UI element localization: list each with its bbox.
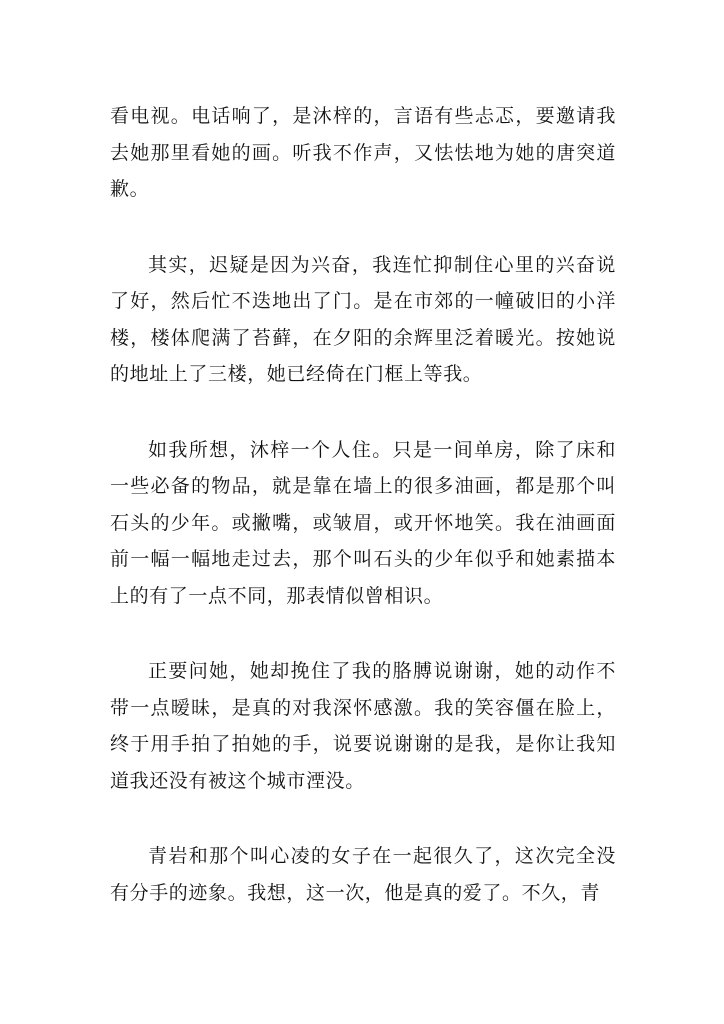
paragraph-2: 其实，迟疑是因为兴奋，我连忙抑制住心里的兴奋说了好，然后忙不迭地出了门。是在市郊的一幢破旧的小洋楼，楼体爬满了苔藓，在夕阳的余辉里泛着暖光。按她说的地址上了三楼，她已经倚在门框上等我。 [110, 253, 616, 385]
paragraph-4: 正要问她，她却挽住了我的胳膊说谢谢，她的动作不带一点暧昧，是真的对我深怀感激。我的笑容僵在脸上，终于用手拍了拍她的手，说要说谢谢的是我，是你让我知道我还没有被这个城市湮没。 [110, 660, 616, 792]
document-page [110, 98, 616, 950]
paragraph-1: 看电视。电话响了，是沐梓的，言语有些忐忑，要邀请我去她那里看她的画。听我不作声，又怯怯地为她的唐突道歉。 [110, 105, 616, 200]
paragraph-3: 如我所想，沐梓一个人住。只是一间单房，除了床和一些必备的物品，就是靠在墙上的很多油画，都是那个叫石头的少年。或撇嘴，或皱眉，或开怀地笑。我在油画面前一幅一幅地走过去，那个叫石头的少年似乎和她素描本上的有了一点不同，那表情似曾相识。 [110, 438, 616, 607]
paragraph-5: 青岩和那个叫心凌的女子在一起很久了，这次完全没有分手的迹象。我想，这一次，他是真的爱了。不久，青 [110, 845, 616, 904]
